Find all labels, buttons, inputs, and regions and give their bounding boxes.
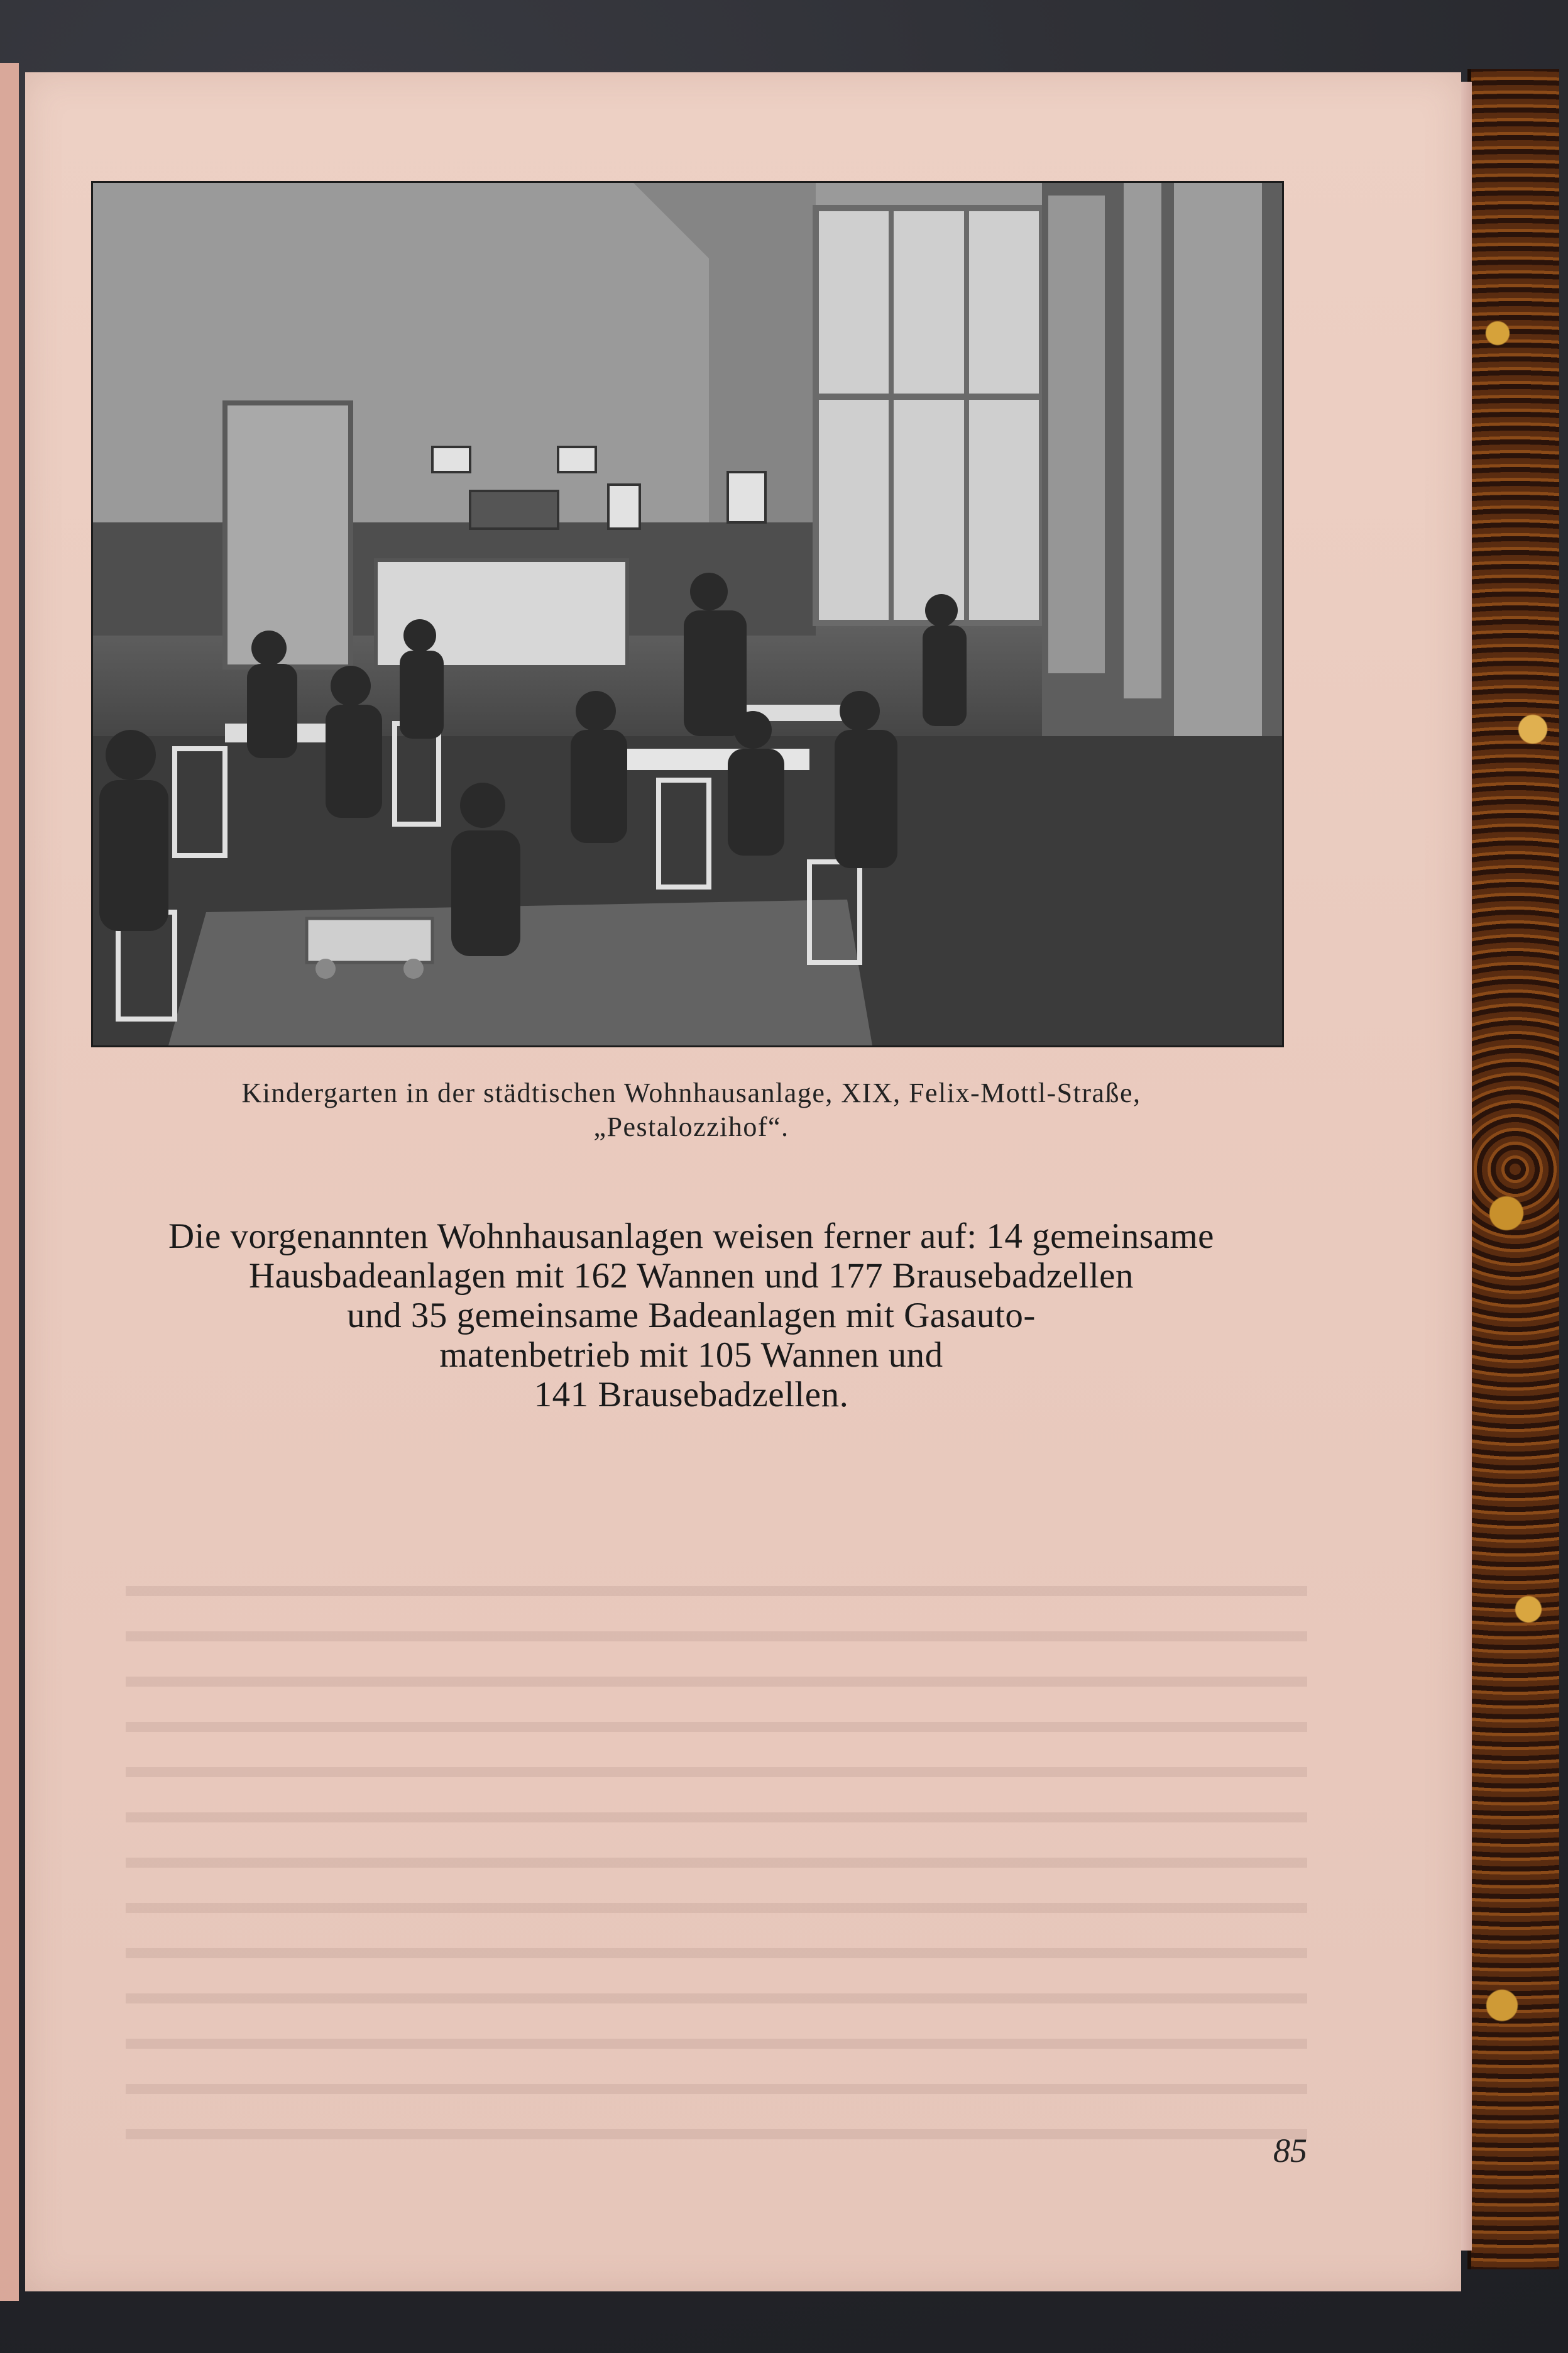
left-page-edge <box>0 63 19 2301</box>
body-line: 141 Brausebadzellen. <box>534 1375 849 1414</box>
kindergarten-photograph <box>91 181 1284 1047</box>
page-number: 85 <box>1273 2132 1307 2169</box>
photo-illustration <box>93 183 1282 1045</box>
body-line: Hausbadeanlagen mit 162 Wannen und 177 Brausebadzellen <box>249 1256 1134 1296</box>
bleed-through-text <box>126 1568 1307 2166</box>
body-line: und 35 gemeinsame Badeanlagen mit Gasauto- <box>347 1296 1036 1335</box>
caption-line-1: Kindergarten in der städtischen Wohnhausanlage, XIX, Felix-Mottl-Straße, <box>241 1077 1141 1108</box>
body-line: matenbetrieb mit 105 Wannen und <box>439 1335 943 1375</box>
caption-line-2: „Pestalozzihof“. <box>593 1111 789 1142</box>
body-paragraph <box>94 1216 1288 1414</box>
body-line: Die vorgenannten Wohnhausanlagen weisen ferner auf: 14 gemeinsame <box>168 1216 1214 1256</box>
book-cover-edge <box>1467 69 1559 2269</box>
photo-caption <box>101 1076 1282 1144</box>
